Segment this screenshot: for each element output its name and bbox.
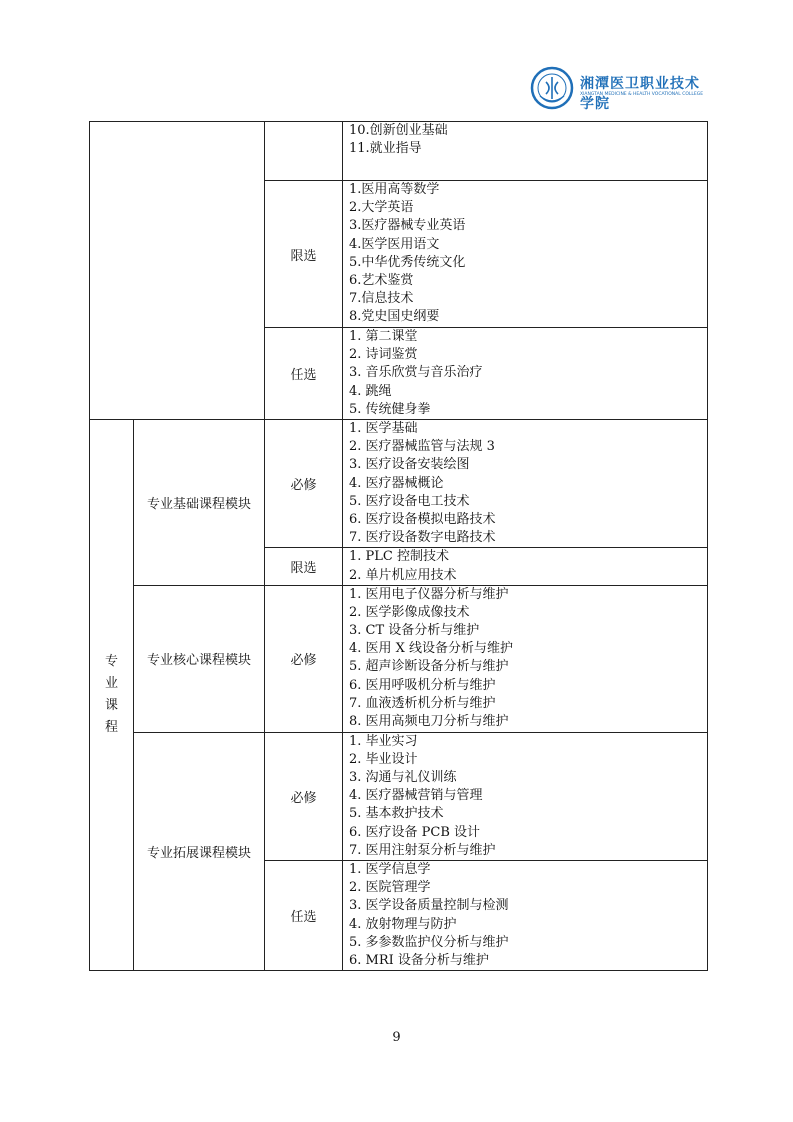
course-item: 1. 毕业实习 bbox=[349, 733, 418, 749]
course-list bbox=[343, 861, 708, 971]
course-item: 2. 诗词鉴赏 bbox=[349, 347, 418, 363]
college-name-en: XIANGTAN MEDICINE & HEALTH VOCATIONAL COLLEGE bbox=[580, 92, 704, 97]
course-type-label: 必修 bbox=[265, 732, 343, 860]
course-item: 5. 医疗设备电工技术 bbox=[349, 493, 470, 509]
course-item: 6. 医疗设备模拟电路技术 bbox=[349, 511, 496, 527]
course-item: 5. 传统健身拳 bbox=[349, 401, 431, 417]
table-row bbox=[90, 420, 708, 548]
course-item: 1. 医学基础 bbox=[349, 421, 418, 436]
college-name: 湘潭医卫职业技术学院 bbox=[580, 76, 700, 112]
course-item: 4. 医疗器械概论 bbox=[349, 475, 444, 491]
course-type-label: 限选 bbox=[265, 181, 343, 328]
course-item: 2. 单片机应用技术 bbox=[349, 567, 457, 583]
course-item: 3. 沟通与礼仪训练 bbox=[349, 770, 457, 786]
table-row bbox=[90, 585, 708, 732]
course-item: 11.就业指导 bbox=[349, 141, 422, 157]
course-type-label: 任选 bbox=[265, 861, 343, 971]
page-number: 9 bbox=[392, 1030, 401, 1045]
module-name: 专业基础课程模块 bbox=[134, 420, 265, 586]
course-item: 7. 血液透析机分析与维护 bbox=[349, 695, 496, 711]
course-item: 5.中华优秀传统文化 bbox=[349, 254, 466, 270]
course-item: 8.党史国史纲要 bbox=[349, 309, 440, 325]
empty-type-cell bbox=[265, 122, 343, 181]
category-label: 专业课程 bbox=[104, 654, 118, 736]
course-item: 4. 医用 X 线设备分析与维护 bbox=[349, 641, 514, 657]
course-item: 7.信息技术 bbox=[349, 291, 414, 307]
course-item: 5. 基本救护技术 bbox=[349, 806, 444, 822]
course-type-label: 必修 bbox=[265, 585, 343, 732]
course-list bbox=[343, 328, 708, 420]
module-name: 专业核心课程模块 bbox=[134, 585, 265, 732]
college-logo bbox=[530, 66, 710, 110]
course-item: 3. 医学设备质量控制与检测 bbox=[349, 898, 509, 914]
course-item: 3. 医疗设备安装绘图 bbox=[349, 457, 470, 473]
course-type-label: 必修 bbox=[265, 420, 343, 548]
course-item: 2. 医学影像成像技术 bbox=[349, 604, 470, 620]
college-emblem-icon bbox=[530, 66, 574, 110]
course-list bbox=[343, 548, 708, 585]
table-row bbox=[90, 732, 708, 860]
course-item: 4. 放射物理与防护 bbox=[349, 916, 457, 932]
course-item: 4. 医疗器械营销与管理 bbox=[349, 788, 483, 804]
category-cell bbox=[90, 420, 134, 971]
course-item: 2. 医疗器械监管与法规 3 bbox=[349, 439, 495, 455]
course-list bbox=[343, 585, 708, 732]
course-item: 4. 跳绳 bbox=[349, 383, 392, 399]
course-item: 3. 音乐欣赏与音乐治疗 bbox=[349, 365, 483, 381]
course-item: 2.大学英语 bbox=[349, 200, 414, 216]
course-item: 7. 医用注射泵分析与维护 bbox=[349, 842, 496, 858]
curriculum-table bbox=[89, 121, 708, 971]
course-item: 6.艺术鉴赏 bbox=[349, 272, 414, 288]
course-item: 10.创新创业基础 bbox=[349, 123, 448, 138]
course-item: 1. 第二课堂 bbox=[349, 329, 418, 344]
module-name: 专业拓展课程模块 bbox=[134, 732, 265, 970]
course-type-label: 任选 bbox=[265, 328, 343, 420]
course-item: 6. MRI 设备分析与维护 bbox=[349, 952, 489, 968]
course-item: 8. 医用高频电刀分析与维护 bbox=[349, 714, 509, 729]
course-item: 1. 医学信息学 bbox=[349, 862, 431, 877]
course-item: 5. 多参数监护仪分析与维护 bbox=[349, 934, 509, 950]
course-item: 6. 医用呼吸机分析与维护 bbox=[349, 677, 496, 693]
course-item: 6. 医疗设备 PCB 设计 bbox=[349, 824, 481, 840]
course-list bbox=[343, 122, 708, 181]
course-list bbox=[343, 420, 708, 548]
table-row bbox=[90, 122, 708, 181]
course-list bbox=[343, 181, 708, 328]
course-item: 1. 医用电子仪器分析与维护 bbox=[349, 586, 509, 602]
course-item: 2. 医院管理学 bbox=[349, 880, 431, 896]
course-list bbox=[343, 732, 708, 860]
course-item: 3. CT 设备分析与维护 bbox=[349, 623, 480, 639]
course-item: 2. 毕业设计 bbox=[349, 751, 418, 767]
course-type-label: 限选 bbox=[265, 548, 343, 585]
course-item: 1.医用高等数学 bbox=[349, 182, 440, 197]
course-item: 4.医学医用语文 bbox=[349, 236, 440, 252]
course-item: 1. PLC 控制技术 bbox=[349, 549, 449, 565]
course-item: 5. 超声诊断设备分析与维护 bbox=[349, 659, 509, 675]
course-item: 3.医疗器械专业英语 bbox=[349, 218, 466, 234]
course-item: 7. 医疗设备数字电路技术 bbox=[349, 530, 496, 546]
empty-category-cell bbox=[90, 122, 265, 420]
